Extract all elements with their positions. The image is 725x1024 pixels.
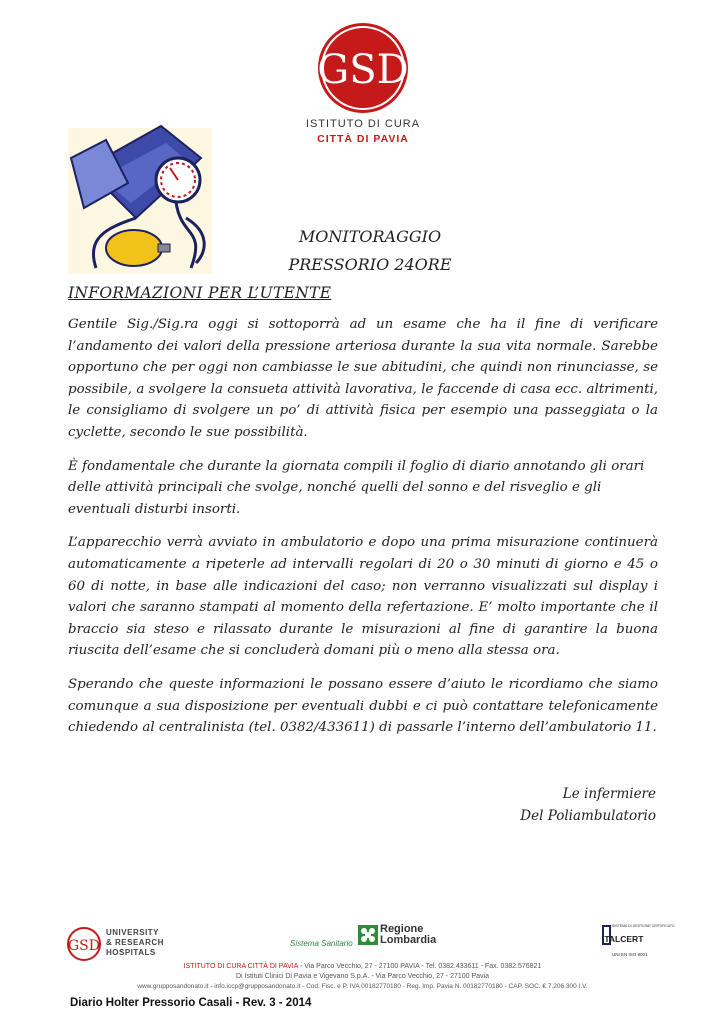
footer-address-line-1: [0, 963, 725, 970]
footer-address-line-2: Di Istituti Clinici Di Pavia e Vigevano S.p.A. - Via Parco Vecchio, 27 - 27100 Pavia: [235, 973, 490, 980]
footer-address-line-3: www.grupposandonato.it - info.iccp@grupposandonato.it - Cod. Fisc. e P. IVA 00182770180 - Reg. Imp. Pavia N. 00182770180 - CAP. SOC. € 7.206.300 I.V.: [137, 983, 588, 990]
regione-lombardia-label: [380, 924, 436, 946]
italcert-cert-label: SISTEMA DI GESTIONE CERTIFICATO: [612, 924, 675, 928]
signature-line-1: Le infermiere: [562, 786, 656, 802]
document-revision-label: Diario Holter Pressorio Casali - Rev. 3 - 2014: [70, 997, 312, 1009]
footer-address-contact: - Via Parco Vecchio, 27 - 27100 PAVIA - Tel. 0382.433611 - Fax. 0382.576821: [299, 963, 542, 970]
regione-line-1: Regione: [380, 923, 424, 935]
university-research-hospitals-label: [106, 928, 164, 958]
blood-pressure-cuff-illustration: [66, 118, 216, 278]
institute-name: ISTITUTO DI CURA: [305, 118, 421, 130]
regione-lombardia-icon: [358, 925, 378, 945]
regione-line-2: Lombardia: [380, 934, 437, 946]
italcert-name: ITALCERT: [602, 934, 644, 944]
university-line-1: UNIVERSITY: [106, 928, 160, 937]
svg-text:GSD: GSD: [317, 47, 409, 93]
section-heading: INFORMAZIONI PER L’UTENTE: [68, 284, 332, 302]
title-line-2: PRESSORIO 24ORE: [288, 255, 452, 274]
paragraph-diary: È fondamentale che durante la giornata compili il foglio di diario annotando gli orari delle attività principali che svolge, nonché quelli del sonno e del risveglio e gli eventuali disturbi insorti.: [68, 458, 645, 517]
university-logo-icon: [66, 926, 102, 962]
italcert-iso: UNI EN ISO 9001: [612, 952, 648, 957]
signature: [460, 783, 656, 827]
sistema-sanitario-label: Sistema Sanitario: [290, 939, 353, 948]
paragraph-intro: Gentile Sig./Sig.ra oggi si sottoporrà ad un esame che ha il fine di verificare l’andamento dei valori della pressione arteriosa durante la sua vita normale. Sarebbe opportuno che per oggi non cambiasse le sue abitudini, che quindi non rinunciasse, se possibile, a svolgere la consueta attività lavorativa, le faccende di casa ecc. altrimenti, le consigliamo di svolgere un po’ di attività fisica per esempio una passeggiata o la cyclette, secondo le sue possibilità.: [68, 317, 658, 440]
signature-line-2: Del Poliambulatorio: [520, 808, 656, 824]
body-text: [68, 314, 658, 751]
university-line-2: & RESEARCH: [106, 938, 164, 947]
document-title: [250, 223, 490, 279]
institute-city: CITTÀ DI PAVIA: [317, 133, 409, 145]
footer-institute-name: ISTITUTO DI CURA CITTÀ DI PAVIA: [183, 963, 298, 970]
gsd-logo: [315, 20, 411, 116]
paragraph-device: L’apparecchio verrà avviato in ambulatorio e dopo una prima misurazione continuerà automaticamente a ripeterle ad intervalli regolari di 20 o 30 minuti di giorno e 45 o 60 di notte, in base alle indicazioni del caso; non verranno visualizzati sul display i valori che saranno stampati al momento della refertazione. E’ molto importante che il braccio sia steso e rilassato durante le misurazioni al fine di garantire la buona riuscita dell’esame che si concluderà domani più o meno alla stessa ora.: [68, 535, 658, 659]
university-line-3: HOSPITALS: [106, 948, 156, 957]
svg-text:GSD: GSD: [68, 938, 100, 954]
paragraph-contact: Sperando che queste informazioni le possano essere d’aiuto le ricordiamo che siamo comunque a sua disposizione per eventuali dubbi e ci può contattare telefonicamente chiedendo al centralinista (tel. 0382/433611) di passarle l’interno dell’ambulatorio 11.: [68, 676, 658, 736]
title-line-1: MONITORAGGIO: [298, 227, 442, 246]
